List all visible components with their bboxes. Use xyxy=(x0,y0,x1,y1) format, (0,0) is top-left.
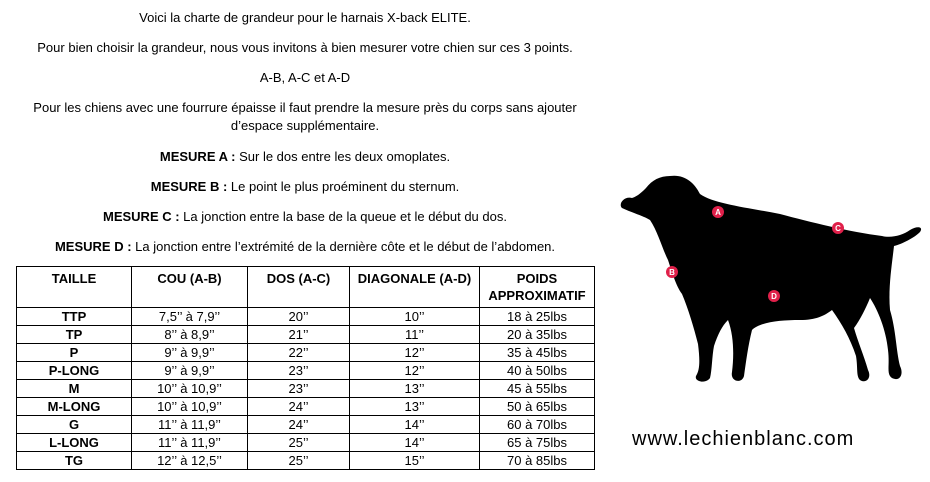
cell-diagonale: 15’’ xyxy=(350,452,480,470)
cell-poids: 40 à 50lbs xyxy=(480,362,595,380)
header-poids: POIDS APPROXIMATIF xyxy=(480,267,595,308)
cell-diagonale: 14’’ xyxy=(350,434,480,452)
cell-diagonale: 12’’ xyxy=(350,344,480,362)
cell-cou: 10’’ à 10,9’’ xyxy=(132,380,248,398)
cell-diagonale: 12’’ xyxy=(350,362,480,380)
cell-taille: P xyxy=(17,344,132,362)
cell-dos: 21’’ xyxy=(248,326,350,344)
cell-poids: 35 à 45lbs xyxy=(480,344,595,362)
cell-diagonale: 10’’ xyxy=(350,308,480,326)
cell-poids: 65 à 75lbs xyxy=(480,434,595,452)
intro-line-3: A-B, A-C et A-D xyxy=(259,70,351,85)
cell-taille: P-LONG xyxy=(17,362,132,380)
cell-taille: TG xyxy=(17,452,132,470)
table-header-row xyxy=(17,267,595,308)
cell-taille: L-LONG xyxy=(17,434,132,452)
cell-poids: 20 à 35lbs xyxy=(480,326,595,344)
intro-line-4a: Pour les chiens avec une fourrure épaisse il faut prendre la mesure près du corps sans ajouter xyxy=(33,100,577,115)
marker-label-d: D xyxy=(771,292,777,301)
cell-dos: 24’’ xyxy=(248,416,350,434)
cell-cou: 7,5’’ à 7,9’’ xyxy=(132,308,248,326)
cell-dos: 25’’ xyxy=(248,434,350,452)
cell-taille: TTP xyxy=(17,308,132,326)
table-row xyxy=(17,416,595,434)
cell-diagonale: 13’’ xyxy=(350,398,480,416)
table-row xyxy=(17,326,595,344)
cell-cou: 11’’ à 11,9’’ xyxy=(132,416,248,434)
size-chart-table xyxy=(16,266,595,470)
cell-dos: 20’’ xyxy=(248,308,350,326)
cell-diagonale: 14’’ xyxy=(350,416,480,434)
cell-dos: 23’’ xyxy=(248,362,350,380)
measure-d: MESURE D : La jonction entre l’extrémité de la dernière côte et le début de l’abdomen. xyxy=(54,239,556,254)
cell-diagonale: 13’’ xyxy=(350,380,480,398)
table-row xyxy=(17,344,595,362)
cell-cou: 12’’ à 12,5’’ xyxy=(132,452,248,470)
cell-dos: 23’’ xyxy=(248,380,350,398)
cell-taille: TP xyxy=(17,326,132,344)
cell-taille: M-LONG xyxy=(17,398,132,416)
table-row xyxy=(17,398,595,416)
website-url: www.lechienblanc.com xyxy=(632,428,855,450)
cell-dos: 22’’ xyxy=(248,344,350,362)
cell-diagonale: 11’’ xyxy=(350,326,480,344)
cell-dos: 24’’ xyxy=(248,398,350,416)
table-row xyxy=(17,380,595,398)
header-diagonale: DIAGONALE (A-D) xyxy=(350,267,480,308)
intro-line-1: Voici la charte de grandeur pour le harnais X-back ELITE. xyxy=(139,10,471,25)
table-row xyxy=(17,308,595,326)
cell-poids: 70 à 85lbs xyxy=(480,452,595,470)
table-row xyxy=(17,362,595,380)
cell-poids: 50 à 65lbs xyxy=(480,398,595,416)
table-row xyxy=(17,452,595,470)
cell-dos: 25’’ xyxy=(248,452,350,470)
measure-b: MESURE B : Le point le plus proéminent du sternum. xyxy=(150,179,460,194)
measure-c: MESURE C : La jonction entre la base de la queue et le début du dos. xyxy=(103,209,507,224)
cell-poids: 45 à 55lbs xyxy=(480,380,595,398)
cell-taille: M xyxy=(17,380,132,398)
header-dos: DOS (A-C) xyxy=(248,267,350,308)
cell-taille: G xyxy=(17,416,132,434)
cell-poids: 18 à 25lbs xyxy=(480,308,595,326)
cell-poids: 60 à 70lbs xyxy=(480,416,595,434)
cell-cou: 9’’ à 9,9’’ xyxy=(132,362,248,380)
intro-line-4b: d’espace supplémentaire. xyxy=(230,118,380,133)
marker-label-a: A xyxy=(715,208,721,217)
cell-cou: 10’’ à 10,9’’ xyxy=(132,398,248,416)
marker-label-c: C xyxy=(835,224,841,233)
intro-line-2: Pour bien choisir la grandeur, nous vous invitons à bien mesurer votre chien sur ces 3 points. xyxy=(37,40,573,55)
table-row xyxy=(17,434,595,452)
marker-label-b: B xyxy=(669,268,675,277)
measure-a: MESURE A : Sur le dos entre les deux omoplates. xyxy=(159,149,451,164)
cell-cou: 9’’ à 9,9’’ xyxy=(132,344,248,362)
dog-silhouette xyxy=(610,160,930,400)
header-taille: TAILLE xyxy=(17,267,132,308)
header-cou: COU (A-B) xyxy=(132,267,248,308)
cell-cou: 11’’ à 11,9’’ xyxy=(132,434,248,452)
cell-cou: 8’’ à 8,9’’ xyxy=(132,326,248,344)
